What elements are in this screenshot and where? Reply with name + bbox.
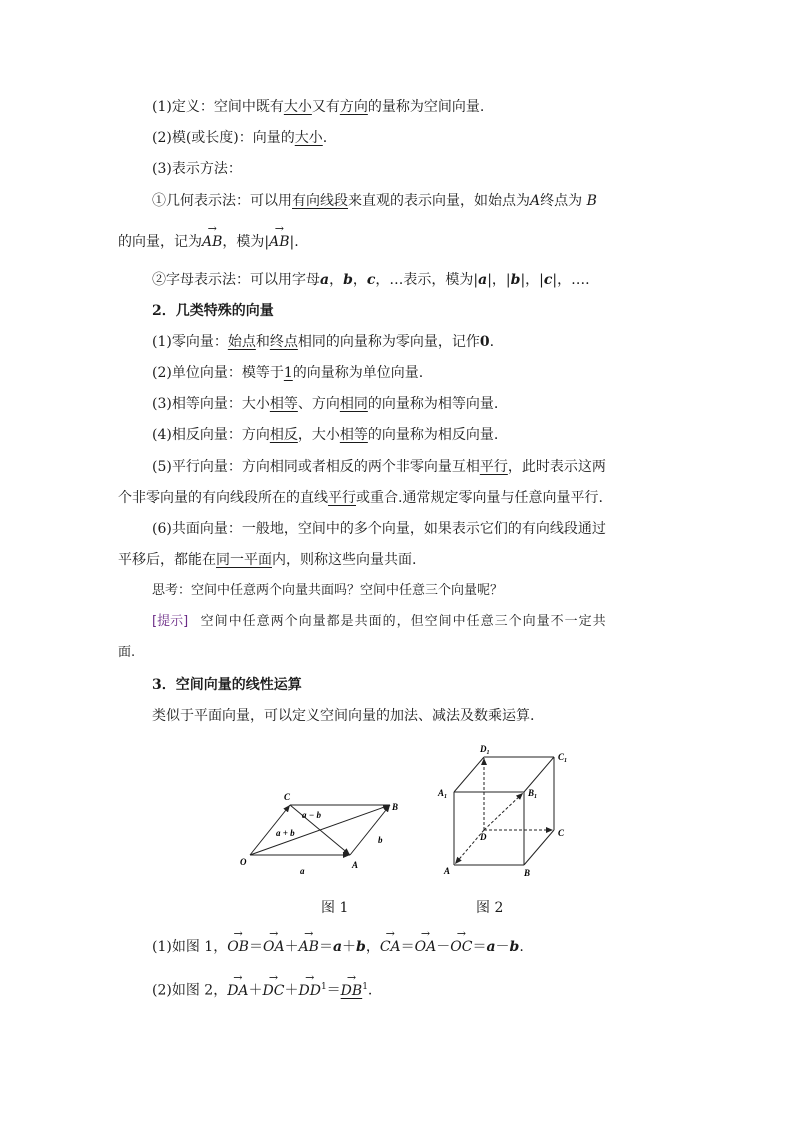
hint-line-2: 面. xyxy=(118,645,136,660)
parallel-vector-line-2: 个非零向量的有向线段所在的直线平行或重合.通常规定零向量与任意向量平行. xyxy=(118,490,603,506)
vector-OB: → OB xyxy=(227,935,249,954)
figure-1-parallelogram xyxy=(232,790,412,890)
formula-line-2: (2)如图 2，→ $DA+\to DC+\to DD^1=\to DB^1$. xyxy=(152,978,372,1000)
label-D1: $D_1$ xyxy=(480,744,490,756)
label-a-minus-b: a − b xyxy=(302,810,321,820)
label-B1: $B_1$ xyxy=(528,788,538,800)
modulus-line: (2)模(或长度)：向量的大小. xyxy=(152,130,328,146)
label-b: b xyxy=(378,835,383,845)
label-B: B xyxy=(524,868,531,878)
section3-title: 3．空间向量的线性运算 xyxy=(152,677,302,693)
letter-representation-line: ②字母表示法：可以用字母a，b，c，…表示，模为|a|，|b|，|c|，…. xyxy=(152,272,590,288)
equal-vector-line: (3)相等向量：大小相等、方向相同的向量称为相等向量. xyxy=(152,396,499,412)
section3-intro: 类似于平面向量，可以定义空间向量的加法、减法及数乘运算. xyxy=(152,708,535,724)
edge-B1C1 xyxy=(524,757,554,792)
vector-CA: → CA xyxy=(380,935,401,954)
coplanar-vector-line-2: 平移后，都能在同一平面内，则称这些向量共面. xyxy=(118,552,417,568)
hint-label: [提示] xyxy=(152,614,189,629)
geometric-representation-line: ①几何表示法：可以用有向线段来直观的表示向量，如始点为A终点为 B xyxy=(152,193,597,209)
vector-DA: → DA xyxy=(227,979,248,998)
think-question: 思考：空间中任意两个向量共面吗？空间中任意三个向量呢？ xyxy=(152,583,504,598)
label-a: a xyxy=(300,866,305,876)
zero-vector-line: (1)零向量：始点和终点相同的向量称为零向量，记作0. xyxy=(152,334,495,350)
figure-2-cube xyxy=(432,740,582,880)
parallel-vector-line-1: (5)平行向量：方向相同或者相反的两个非零向量互相平行，此时表示这两 xyxy=(152,459,606,475)
vector-AB: → AB xyxy=(202,230,222,249)
label-A: A xyxy=(352,860,359,870)
edge-BC xyxy=(524,830,554,865)
definition-line: (1)定义：空间中既有大小又有方向的量称为空间向量. xyxy=(152,99,485,115)
label-O: O xyxy=(240,857,247,867)
vector-OA-2: → OA xyxy=(415,935,437,954)
coplanar-vector-line-1: (6)共面向量：一般地，空间中的多个向量，如果表示它们的有向线段通过 xyxy=(152,521,606,537)
vector-AB: → AB xyxy=(299,935,319,954)
label-C: C xyxy=(284,792,291,802)
label-A: A xyxy=(444,866,451,876)
label-C: C xyxy=(558,828,565,838)
formula-line-1: (1)如图 1，→ OB＝→ OA＋→ AB＝a＋b，→ CA＝→ OA－→ OC＝a－b. xyxy=(152,935,524,956)
label-B: B xyxy=(392,802,399,812)
label-D: D xyxy=(480,832,487,842)
edge-A1D1 xyxy=(454,757,484,792)
figure-2-caption: 图 2 xyxy=(476,900,504,916)
vector-DB1: → DB xyxy=(341,979,363,998)
vector-DD1: → DD xyxy=(298,979,320,998)
label-A1: $A_1$ xyxy=(438,788,448,800)
label-a-plus-b: a + b xyxy=(276,828,295,838)
representation-line: (3)表示方法： xyxy=(152,161,242,177)
opposite-vector-line: (4)相反向量：方向相反，大小相等的向量称为相反向量. xyxy=(152,427,499,443)
label-C1: $C_1$ xyxy=(558,752,568,764)
vector-DC: → DC xyxy=(263,979,285,998)
vector-DB1 xyxy=(484,793,523,830)
vector-AB-modulus: → AB xyxy=(269,230,289,249)
unit-vector-line: (2)单位向量：模等于1的向量称为单位向量. xyxy=(152,365,424,381)
hint-line-1: [提示] 空间中任意两个向量都是共面的，但空间中任意三个向量不一定共 xyxy=(152,614,607,629)
vector-OC: → OC xyxy=(450,935,472,954)
section2-title: 2．几类特殊的向量 xyxy=(152,303,274,319)
geometric-representation-line-2: 的向量，记为→ AB，模为|→ AB|. xyxy=(118,230,299,251)
figure-1-caption: 图 1 xyxy=(321,900,349,916)
vector-OA: → OA xyxy=(263,935,285,954)
